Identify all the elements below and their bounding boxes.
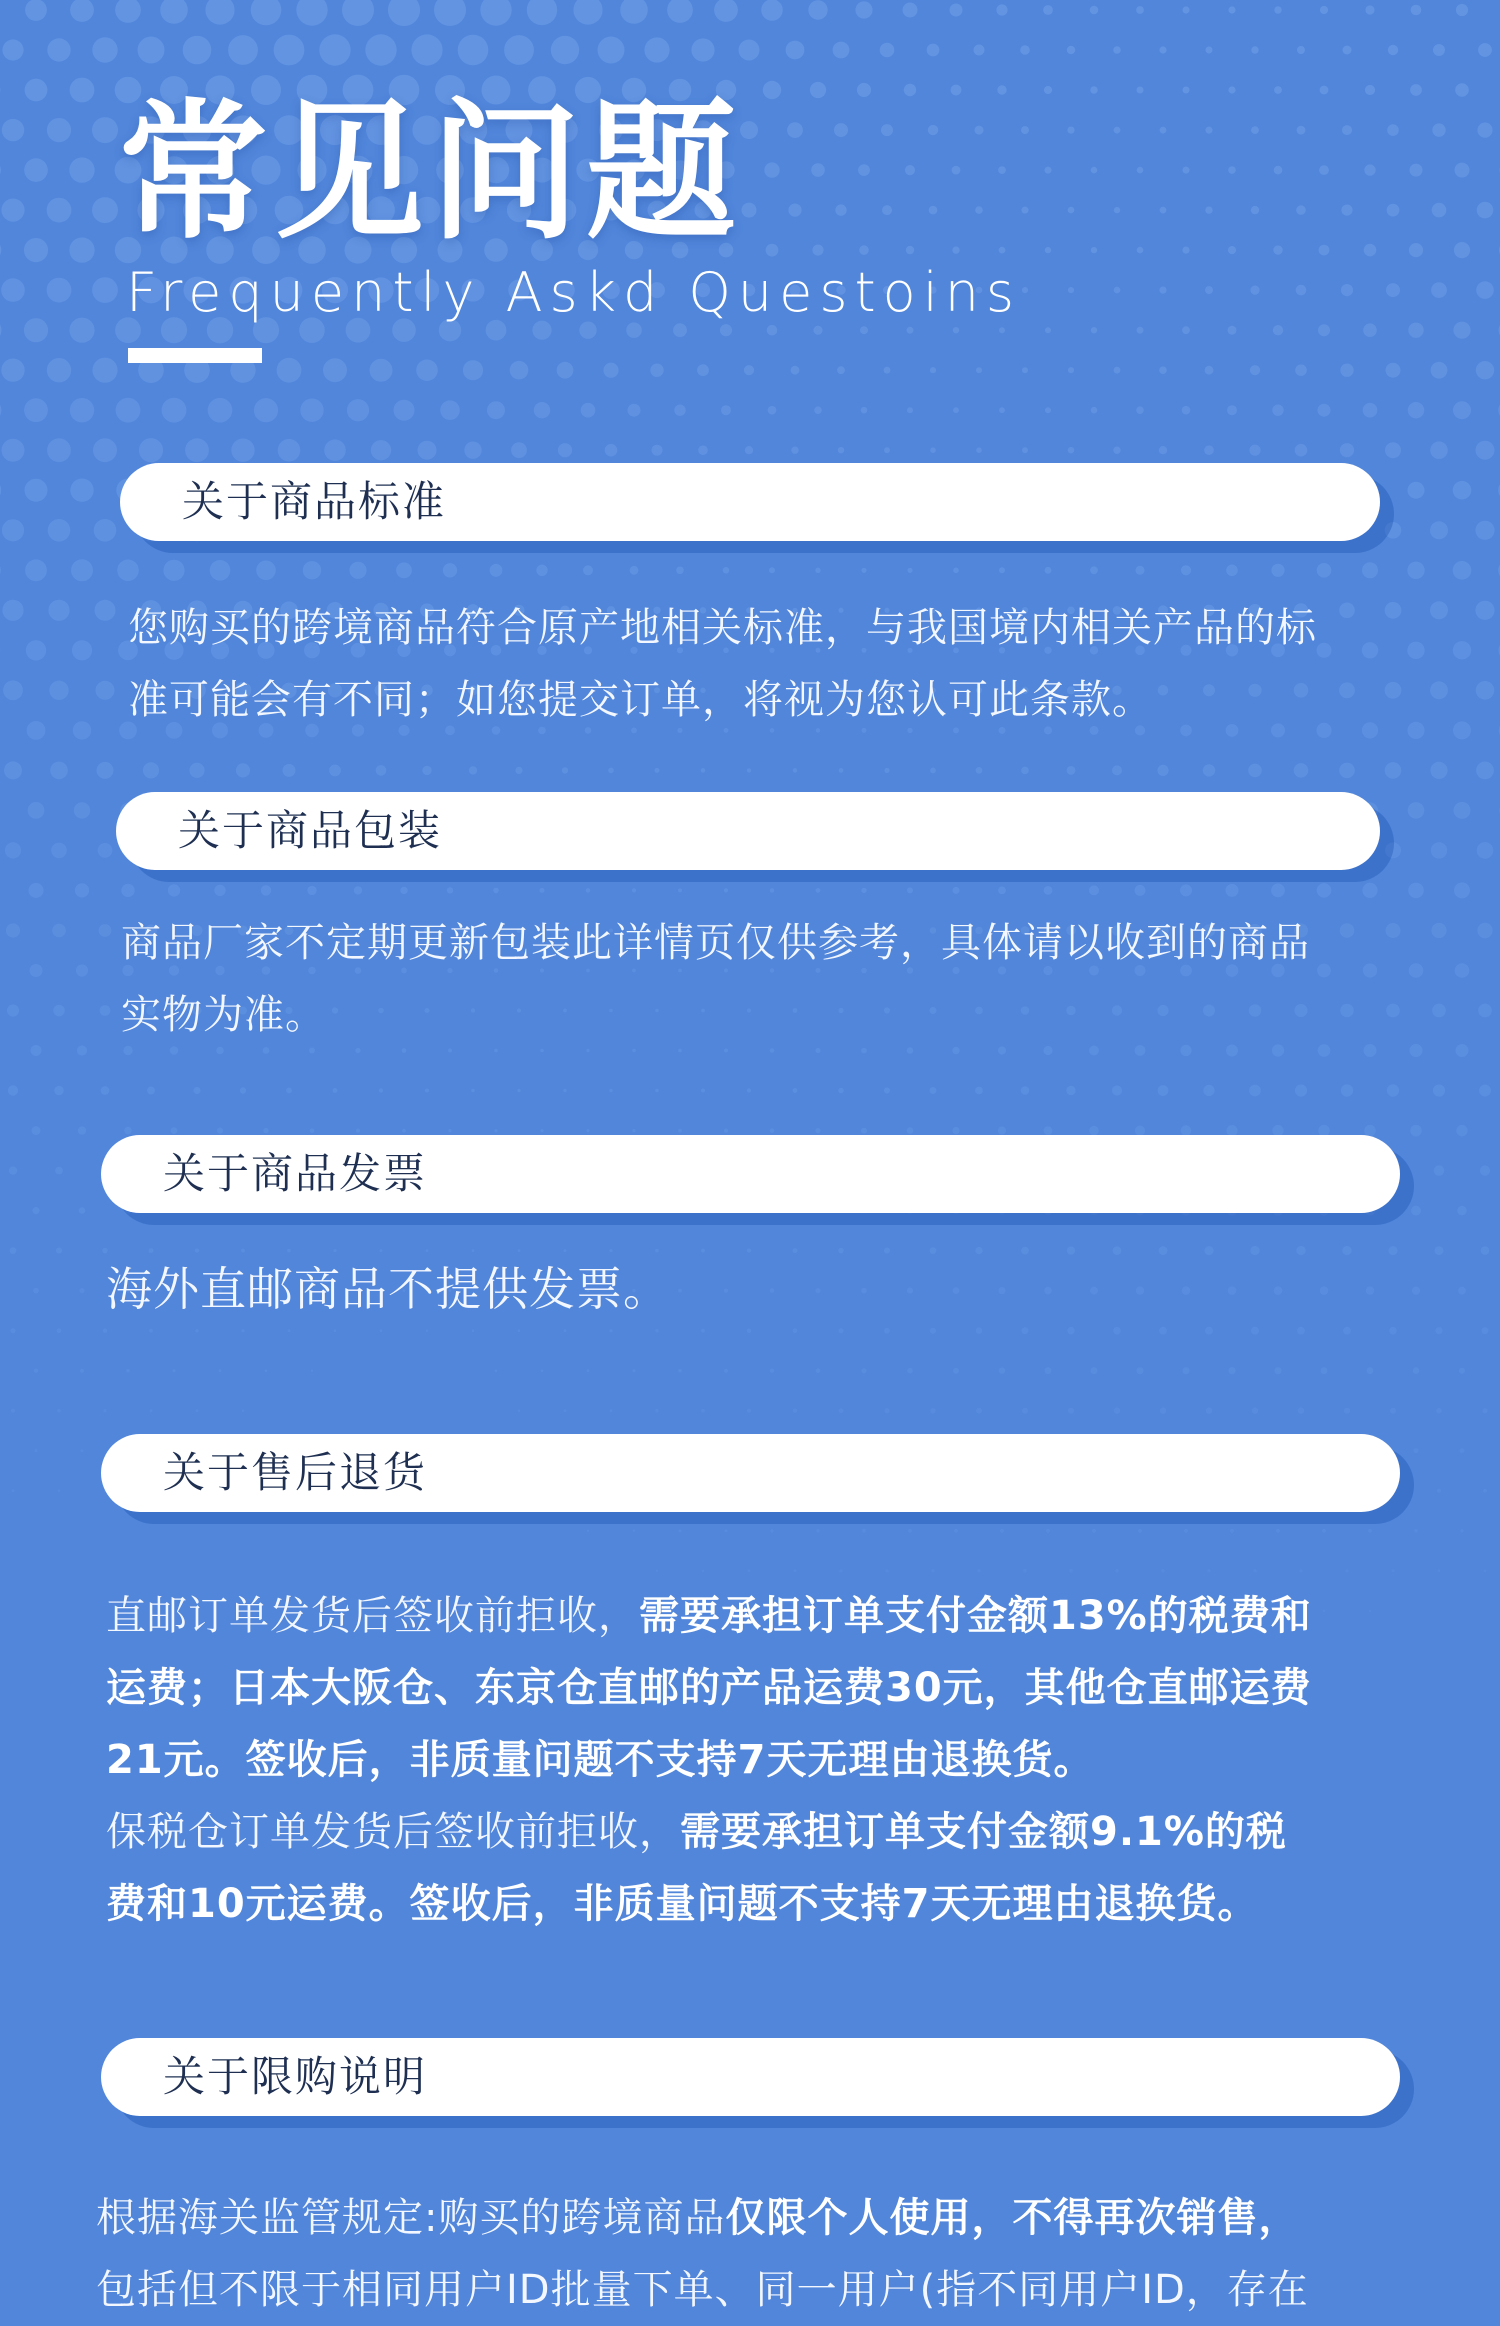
section-heading-label: 关于商品标准 [182, 463, 446, 541]
section-heading-label: 关于商品包装 [178, 792, 442, 870]
text-line: 保税仓订单发货后签收前拒收，需要承担订单支付金额9.1%的税 [106, 1796, 1312, 1868]
section-text-invoice [106, 1253, 670, 1325]
text-line: 费和10元运费。签收后，非质量问题不支持7天无理由退换货。 [106, 1868, 1312, 1940]
text-line: 准可能会有不同；如您提交订单，将视为您认可此条款。 [128, 664, 1317, 736]
text-line: 您购买的跨境商品符合原产地相关标准，与我国境内相关产品的标 [128, 592, 1317, 664]
section-text-packaging [121, 907, 1310, 1051]
section-text-purchase-limit [96, 2182, 1309, 2326]
title-underline [128, 348, 262, 363]
page-subtitle: Frequently Askd Questoins [126, 266, 1021, 320]
text-line: 根据海关监管规定:购买的跨境商品仅限个人使用，不得再次销售， [96, 2182, 1309, 2254]
section-heading-invoice [101, 1135, 1400, 1213]
text-line: 21元。签收后，非质量问题不支持7天无理由退换货。 [106, 1724, 1312, 1796]
text-line: 商品厂家不定期更新包装此详情页仅供参考，具体请以收到的商品 [121, 907, 1310, 979]
section-heading-purchase-limit [101, 2038, 1400, 2116]
text-line: 直邮订单发货后签收前拒收，需要承担订单支付金额13%的税费和 [106, 1580, 1312, 1652]
page-title: 常见问题 [118, 98, 742, 248]
section-heading-returns [101, 1434, 1400, 1512]
section-heading-product-standard [120, 463, 1380, 541]
section-heading-label: 关于限购说明 [163, 2038, 427, 2116]
text-line: 实物为准。 [121, 979, 1310, 1051]
section-heading-label: 关于售后退货 [163, 1434, 427, 1512]
section-text-product-standard [128, 592, 1317, 736]
section-heading-packaging [116, 792, 1380, 870]
text-line: 运费；日本大阪仓、东京仓直邮的产品运费30元，其他仓直邮运费 [106, 1652, 1312, 1724]
section-text-returns [106, 1580, 1312, 1940]
text-line: 包括但不限于相同用户ID批量下单、同一用户(指不同用户ID，存在 [96, 2254, 1309, 2326]
text-line: 海外直邮商品不提供发票。 [106, 1253, 670, 1325]
section-heading-label: 关于商品发票 [163, 1135, 427, 1213]
